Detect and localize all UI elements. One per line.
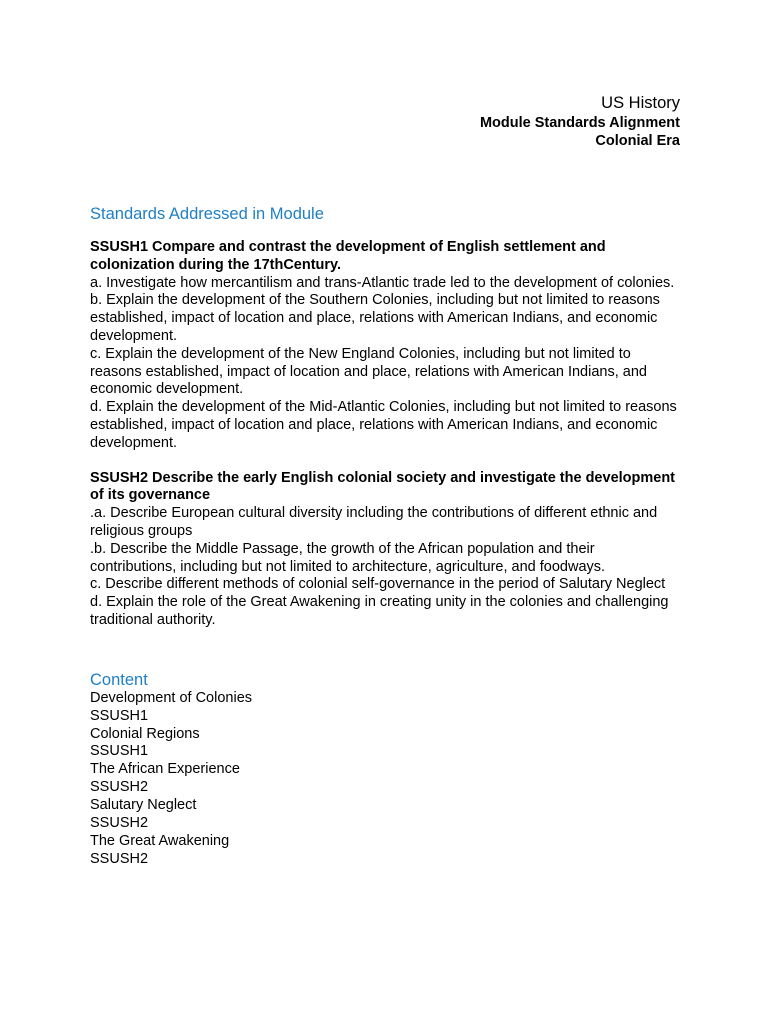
list-item: Salutary Neglect xyxy=(90,797,197,814)
standard-item: d. Explain the development of the Mid-Atlantic Colonies, including but not limited to reasons established, impact of location and place, relations with American Indians, and economic development. xyxy=(90,399,677,451)
standard-item: .a. Describe European cultural diversity including the contributions of different ethnic and religious groups xyxy=(90,505,658,539)
standard-item: a. Investigate how mercantilism and trans-Atlantic trade led to the development of colonies. xyxy=(90,274,675,291)
document-header xyxy=(90,92,680,150)
content-heading: Content xyxy=(90,670,148,689)
standard-item: c. Explain the development of the New England Colonies, including but not limited to reasons established, impact of location and place, relations with American Indians, and economic development. xyxy=(90,345,647,398)
standard-item: b. Explain the development of the Southern Colonies, including but not limited to reasons established, impact of location and place, relations with American Indians, and economic development. xyxy=(90,292,660,344)
list-item: SSUSH2 xyxy=(90,850,149,867)
list-item: Colonial Regions xyxy=(90,725,200,742)
list-item: SSUSH2 xyxy=(90,815,149,832)
standard-item: .b. Describe the Middle Passage, the growth of the African population and their contributions, including but not limited to architecture, agriculture, and foodways. xyxy=(90,540,606,575)
list-item: The African Experience xyxy=(90,761,240,778)
standard-title: SSUSH1 Compare and contrast the development of English settlement and colonization during the 17thCentury. xyxy=(90,239,606,273)
list-item: SSUSH2 xyxy=(90,779,149,796)
list-item: Development of Colonies xyxy=(90,689,253,706)
era-label: Colonial Era xyxy=(595,133,680,149)
content-list xyxy=(90,690,680,869)
standard-item: c. Describe different methods of colonial self-governance in the period of Salutary Neglect xyxy=(90,576,666,593)
standard-ssush2 xyxy=(90,470,680,630)
standards-heading: Standards Addressed in Module xyxy=(90,205,324,223)
list-item: SSUSH1 xyxy=(90,707,149,724)
list-item: The Great Awakening xyxy=(90,832,230,849)
list-item: SSUSH1 xyxy=(90,743,149,760)
document-page xyxy=(90,92,680,869)
course-title: US History xyxy=(601,94,680,112)
standard-ssush1 xyxy=(90,239,680,453)
document-subtitle: Module Standards Alignment xyxy=(479,115,680,131)
standard-title: SSUSH2 Describe the early English colonial society and investigate the development of its governance xyxy=(90,469,676,504)
standard-item: d. Explain the role of the Great Awakening in creating unity in the colonies and challenging traditional authority. xyxy=(90,594,669,628)
